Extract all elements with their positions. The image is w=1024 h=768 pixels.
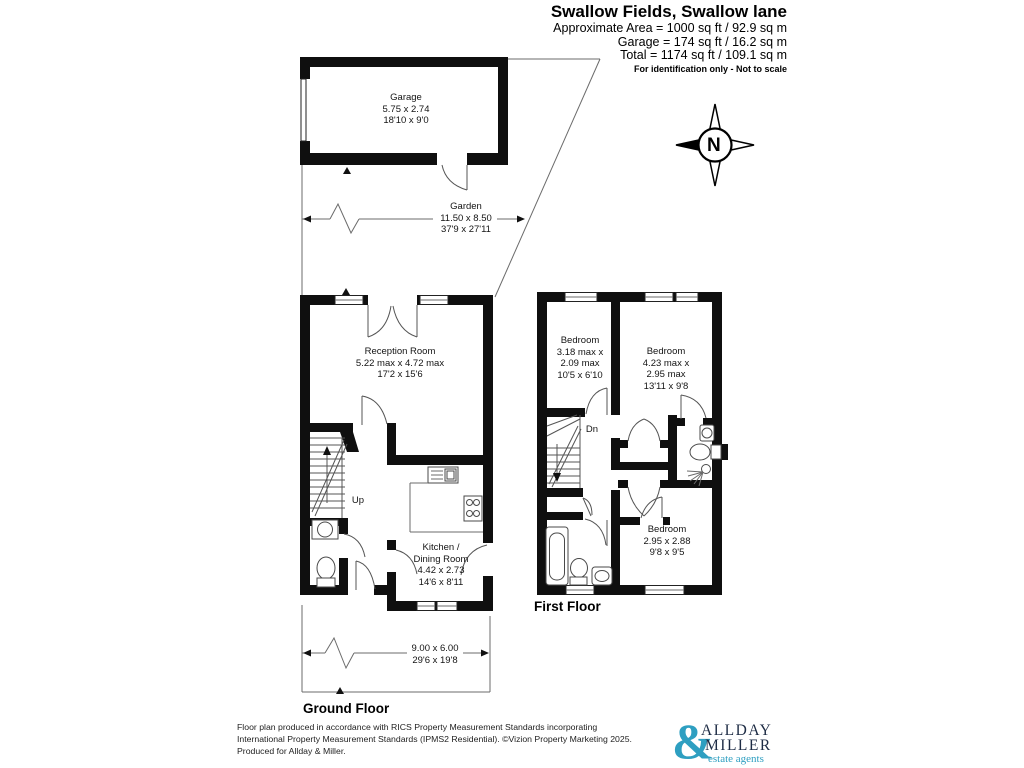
first-floor-fixtures [546,425,721,585]
logo-name-line1: ALLDAY [701,722,773,739]
first-floor-stairs [547,415,581,488]
garage-area: Garage = 174 sq ft / 16.2 sq m [617,34,787,49]
ground-floor-stairs [310,438,347,518]
footer-line-3: Produced for Allday & Miller. [237,745,346,756]
bedroom3-label: Bedroom 2.95 x 2.88 9'8 x 9'5 [643,524,691,558]
compass-north-label: N [707,135,721,156]
logo-name-line2: MILLER [705,737,772,754]
logo-ampersand: & [672,713,714,768]
bedroom2-label: Bedroom 4.23 max x 2.95 max 13'11 x 9'8 [642,346,690,392]
first-floor-title: First Floor [534,599,601,614]
stairs-down-label: Dn [585,424,599,435]
title-block [551,2,787,75]
bedroom1-label: Bedroom 3.18 max x 2.09 max 10'5 x 6'10 [556,335,604,381]
page-title: Swallow Fields, Swallow lane [550,2,787,21]
footer-disclaimer [237,722,632,757]
front-garden-label: 9.00 x 6.00 29'6 x 19'8 [411,643,459,666]
ground-floor-title: Ground Floor [303,701,390,716]
allday-miller-logo [672,714,802,768]
footer-line-1: Floor plan produced in accordance with RICS Property Measurement Standards incorporating [237,722,598,732]
disclaimer: For identification only - Not to scale [633,63,787,74]
footer-line-2: International Property Measurement Standards (IPMS2 Residential). ©Vizion Property Marketing 2025. [237,733,632,744]
approximate-area: Approximate Area = 1000 sq ft / 92.9 sq m [553,21,787,35]
kitchen-label: Kitchen / Dining Room 4.42 x 2.73 14'6 x 8'11 [413,542,469,588]
garage-door [442,165,467,190]
total-area: Total = 1174 sq ft / 109.1 sq m [620,48,787,62]
stairs-up-label: Up [351,495,365,506]
garden-label: Garden 11.50 x 8.50 37'9 x 27'11 [440,201,492,235]
logo-tagline: estate agents [708,753,764,765]
reception-label: Reception Room 5.22 max x 4.72 max 17'2 x 15'6 [355,346,445,380]
garage-label: Garage 5.75 x 2.74 18'10 x 9'0 [382,92,430,126]
